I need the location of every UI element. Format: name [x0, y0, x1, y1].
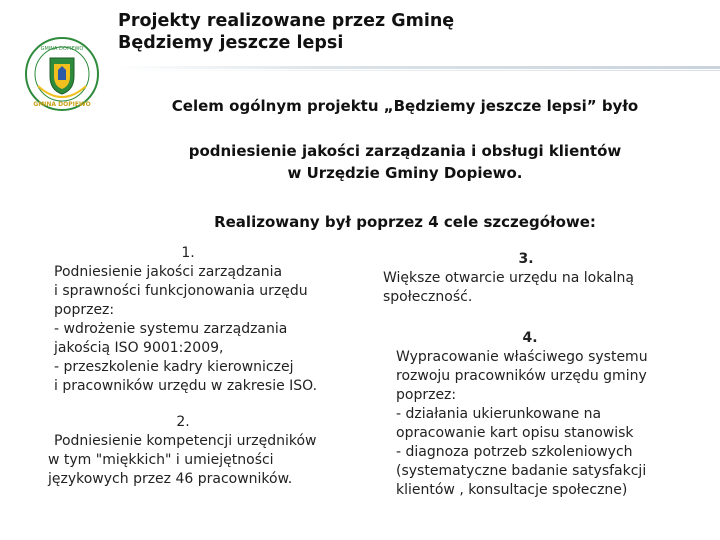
goal-1-line: jakością ISO 9001:2009,	[54, 340, 224, 356]
goal-1-line: i pracowników urzędu w zakresie ISO.	[54, 378, 318, 394]
goal-4-line: rozwoju pracowników urzędu gminy	[396, 368, 647, 384]
goal-2-line: w tym "miękkich" i umiejętności	[48, 452, 274, 468]
goal-4-line: (systematyczne badanie satysfakcji	[396, 463, 647, 479]
goal-2	[48, 413, 338, 489]
goal-3-line: społeczność.	[383, 289, 473, 305]
intro-line-2: podniesienie jakości zarządzania i obsługi klientów	[188, 142, 622, 160]
goals-subheading: Realizowany był poprzez 4 cele szczegółowe:	[214, 213, 596, 231]
goal-1-number: 1.	[181, 245, 195, 261]
goal-3-number: 3.	[518, 251, 534, 267]
goal-4-number: 4.	[522, 330, 538, 346]
goal-3	[383, 250, 669, 307]
goal-2-number: 2.	[176, 414, 190, 430]
goal-4-line: opracowanie kart opisu stanowisk	[396, 425, 634, 441]
page-title-line-2: Będziemy jeszcze lepsi	[118, 33, 344, 53]
logo-text-top: GMINA DOPIEWO	[40, 46, 84, 52]
goal-1-line: Podniesienie jakości zarządzania	[54, 264, 283, 280]
page-title-line-1: Projekty realizowane przez Gminę	[118, 11, 455, 31]
goal-4	[396, 329, 664, 500]
goal-4-line: klientów , konsultacje społeczne)	[396, 482, 628, 498]
goal-2-line: Podniesienie kompetencji urzędników	[54, 433, 317, 449]
goal-1-line: - wdrożenie systemu zarządzania	[54, 321, 288, 337]
goal-1	[54, 244, 338, 396]
goal-4-line: - działania ukierunkowane na	[396, 406, 602, 422]
coat-of-arms-icon	[24, 36, 100, 112]
goal-1-line: - przeszkolenie kadry kierowniczej	[54, 359, 294, 375]
goal-4-line: - diagnoza potrzeb szkoleniowych	[396, 444, 633, 460]
goal-4-line: poprzez:	[396, 387, 457, 403]
goal-2-line: językowych przez 46 pracowników.	[48, 471, 293, 487]
intro-line-3: w Urzędzie Gminy Dopiewo.	[287, 164, 523, 182]
header-divider	[112, 66, 720, 69]
page-title	[118, 10, 478, 66]
goal-3-line: Większe otwarcie urzędu na lokalną	[383, 270, 634, 286]
logo-text-bottom: GMINA DOPIEWO	[33, 101, 91, 108]
gmina-logo	[24, 36, 100, 112]
intro-line-1: Celem ogólnym projektu „Będziemy jeszcze lepsi” było	[171, 97, 639, 115]
goal-1-line: poprzez:	[54, 302, 115, 318]
header-divider-thin	[112, 70, 720, 71]
goal-1-line: i sprawności funkcjonowania urzędu	[54, 283, 308, 299]
goal-4-line: Wypracowanie właściwego systemu	[396, 349, 648, 365]
